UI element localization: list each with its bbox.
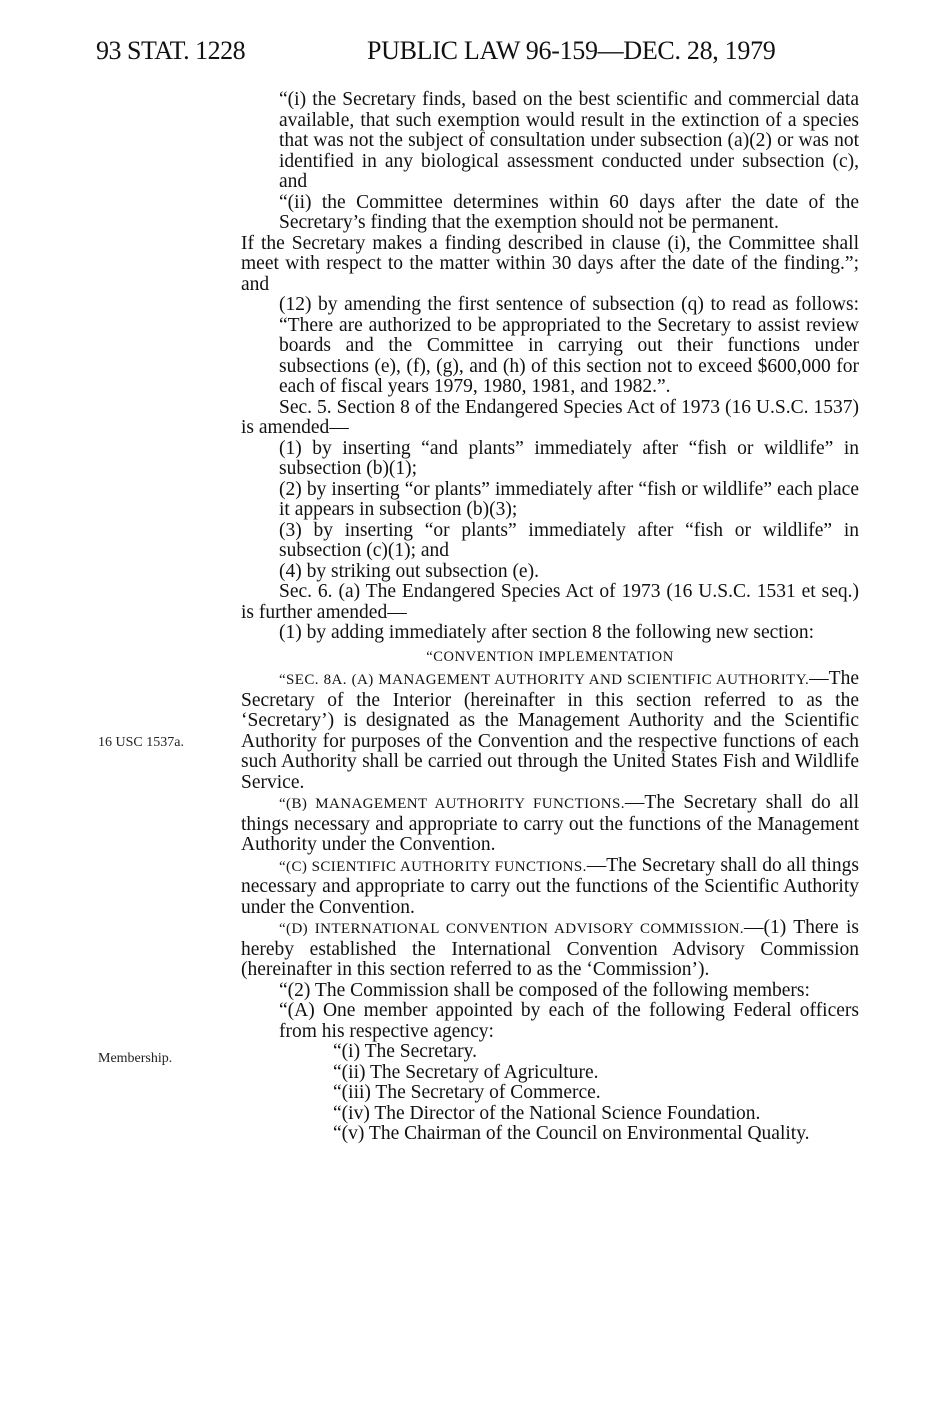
paragraph-sec5-item-4: (4) by striking out subsection (e). bbox=[279, 560, 539, 582]
paragraph-sec-6: Sec. 6. (a) The Endangered Species Act of 1973 (16 U.S.C. 1531 et seq.) is further amended— bbox=[241, 581, 859, 623]
paragraph-sec6-item-1: (1) by adding immediately after section 8 the following new section: bbox=[279, 622, 815, 643]
paragraph-clause-ii: “(ii) the Committee determines within 60 days after the date of the Secretary’s finding that the exemption should not be permanent. bbox=[279, 191, 859, 233]
list-item-ceq-chairman: “(v) The Chairman of the Council on Environmental Quality. bbox=[333, 1123, 810, 1144]
subsection-b-heading: “(B) MANAGEMENT AUTHORITY FUNCTIONS. bbox=[279, 796, 625, 812]
subsection-a-heading: “SEC. 8A. (A) MANAGEMENT AUTHORITY AND SCIENTIFIC AUTHORITY. bbox=[279, 672, 810, 688]
paragraph-clause-i: “(i) the Secretary finds, based on the best scientific and commercial data available, that such exemption would result in the extinction of a species that was not the subject of consultation under subsection (a)(2) or was not identified in any biological assessment conducted under subsection (c), and bbox=[279, 89, 859, 192]
subsection-b-text: —The Secretary shall do all things necessary and appropriate to carry out the functions of the Management Authority under the Convention. bbox=[241, 792, 860, 855]
list-item-secretary: “(i) The Secretary. bbox=[333, 1041, 478, 1062]
paragraph-sec-8a-b bbox=[241, 793, 859, 856]
paragraph-sec-8a-c bbox=[241, 856, 859, 919]
list-item-secretary-commerce: “(iii) The Secretary of Commerce. bbox=[333, 1082, 601, 1103]
subsection-a-text: —The Secretary of the Interior (hereinafter in this section referred to as the ‘Secretary’) is designated as the Management Authority and the Scientific Authority for purposes of the Convention and the respective functions of each such Authority shall be carried out through the United States Fish and Wildlife Service. bbox=[241, 668, 859, 793]
stat-reference: 93 STAT. 1228 bbox=[96, 36, 246, 65]
body-text bbox=[241, 90, 859, 1145]
paragraph-item-12: (12) by amending the first sentence of subsection (q) to read as follows: “There are authorized to be appropriated to the Secretary to assist review boards and the Committee in carrying out their functions under subsections (e), (f), (g), and (h) of this section not to exceed $600,000 for each of fiscal years 1979, 1980, 1981, and 1982.”. bbox=[279, 294, 859, 397]
paragraph-commission-composition: “(2) The Commission shall be composed of the following members: bbox=[279, 979, 810, 1001]
subsection-d-heading: “(D) INTERNATIONAL CONVENTION ADVISORY COMMISSION. bbox=[279, 921, 744, 937]
paragraph-member-a: “(A) One member appointed by each of the following Federal officers from his respective agency: bbox=[279, 1000, 859, 1042]
paragraph-sec-8a-a bbox=[241, 669, 859, 793]
paragraph-sec-5: Sec. 5. Section 8 of the Endangered Species Act of 1973 (16 U.S.C. 1537) is amended— bbox=[241, 396, 859, 438]
list-item-nsf-director: “(iv) The Director of the National Science Foundation. bbox=[333, 1102, 761, 1124]
paragraph-sec5-item-2: (2) by inserting “or plants” immediately after “fish or wildlife” each place it appears in subsection (b)(3); bbox=[279, 478, 859, 520]
section-heading: “CONVENTION IMPLEMENTATION bbox=[426, 648, 674, 665]
paragraph-sec5-item-1: (1) by inserting “and plants” immediately after “fish or wildlife” in subsection (b)(1); bbox=[279, 437, 859, 479]
list-item-secretary-agriculture: “(ii) The Secretary of Agriculture. bbox=[333, 1061, 599, 1083]
paragraph-sec5-item-3: (3) by inserting “or plants” immediately after “fish or wildlife” in subsection (c)(1); and bbox=[279, 519, 859, 561]
paragraph-sec-8a-d bbox=[241, 918, 859, 981]
subsection-c-heading: “(C) SCIENTIFIC AUTHORITY FUNCTIONS. bbox=[279, 858, 587, 875]
subsection-d-text: —(1) There is hereby established the International Convention Advisory Commission (hereinafter in this section referred to as the ‘Commission’). bbox=[241, 917, 859, 980]
paragraph-finding: If the Secretary makes a finding described in clause (i), the Committee shall meet with respect to the matter within 30 days after the date of the finding.”; and bbox=[241, 232, 859, 295]
subsection-c-text: —The Secretary shall do all things necessary and appropriate to carry out the functions of the Scientific Authority under the Convention. bbox=[241, 854, 860, 918]
margin-note-usc-reference: 16 USC 1537a. bbox=[98, 735, 184, 750]
page-title: PUBLIC LAW 96-159—DEC. 28, 1979 bbox=[367, 36, 776, 65]
margin-note-membership: Membership. bbox=[98, 1051, 173, 1066]
